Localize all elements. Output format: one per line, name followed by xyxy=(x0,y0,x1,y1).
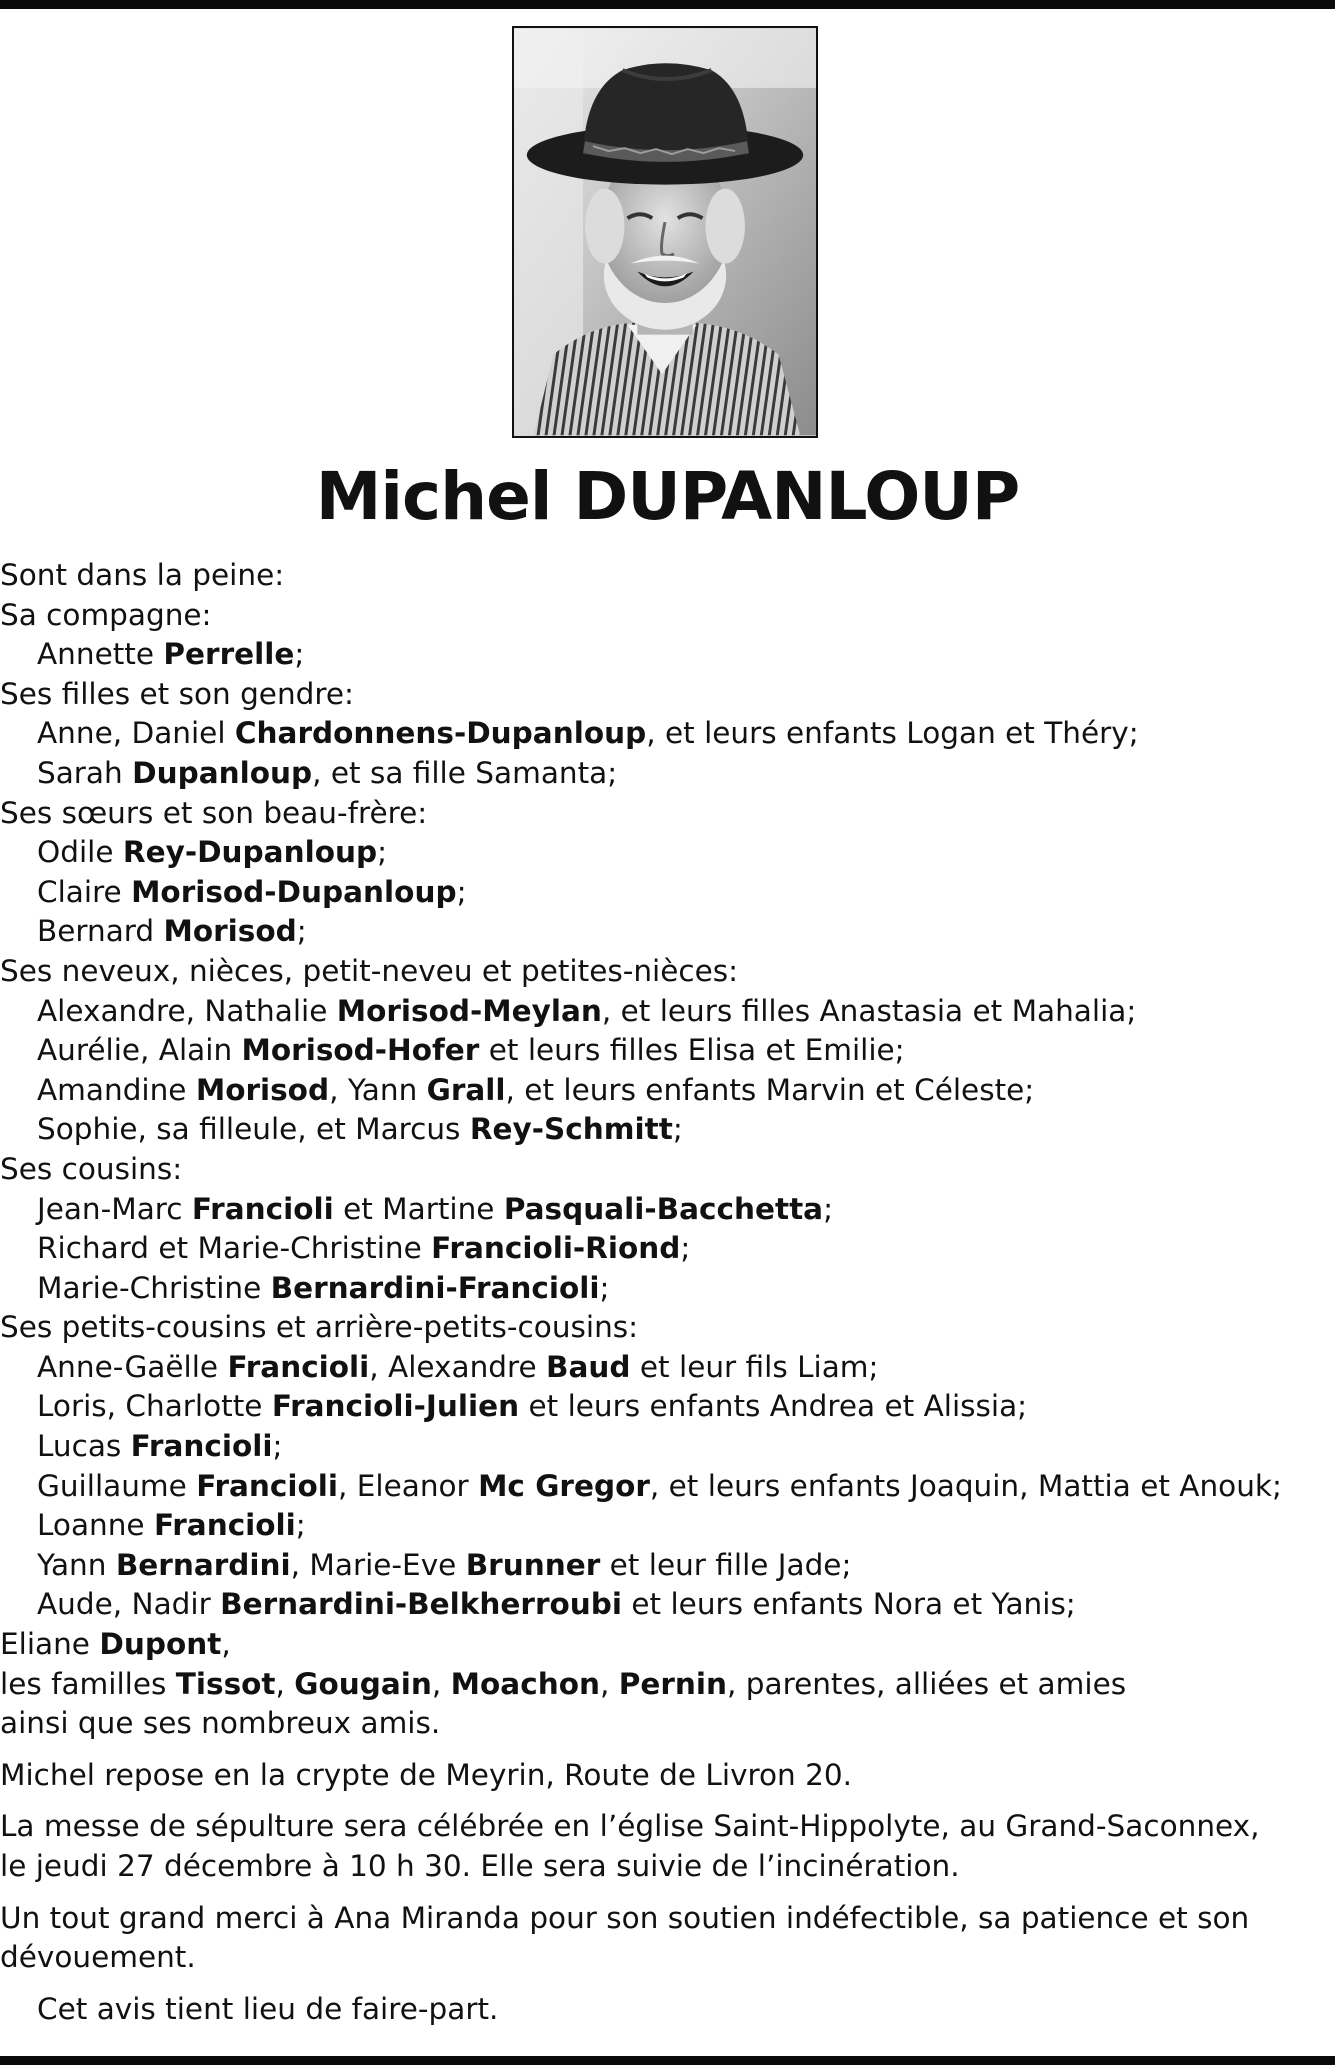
mourner-text: Ses cousins: xyxy=(0,1151,183,1186)
mourner-text: Loanne xyxy=(37,1508,154,1543)
mourner-text: ; xyxy=(599,1270,610,1305)
mourner-text: ; xyxy=(272,1429,283,1464)
family-name: Morisod-Dupanloup xyxy=(131,874,457,909)
paragraph-line: Michel repose en la crypte de Meyrin, Route de Livron 20. xyxy=(0,1757,853,1792)
family-name: Dupanloup xyxy=(132,755,313,790)
mourner-line xyxy=(0,1387,1335,1427)
mourner-text: Anne, Daniel xyxy=(37,716,235,751)
mourner-heading xyxy=(0,952,1335,992)
mourner-text: Ses petits-cousins et arrière-petits-cousins: xyxy=(0,1310,639,1345)
family-name: Rey-Schmitt xyxy=(469,1112,673,1147)
family-name: Dupont xyxy=(99,1627,222,1662)
mourner-line xyxy=(0,1506,1335,1546)
mourner-heading xyxy=(0,1625,1335,1665)
family-name: Moachon xyxy=(450,1666,600,1701)
mourner-text: , et leurs enfants Logan et Théry; xyxy=(646,716,1139,751)
mourner-text: ; xyxy=(680,1231,691,1266)
family-name: Morisod-Meylan xyxy=(336,993,602,1028)
mourner-text: , Marie-Eve xyxy=(290,1547,466,1582)
mourner-line xyxy=(0,635,1335,675)
mourner-text: Bernard xyxy=(37,914,164,949)
mourner-text: , et leurs enfants Marvin et Céleste; xyxy=(505,1072,1035,1107)
family-name: Francioli xyxy=(130,1429,273,1464)
mourner-heading xyxy=(0,1704,1335,1744)
mourner-text: Ses filles et son gendre: xyxy=(0,676,354,711)
mourner-text: ainsi que ses nombreux amis. xyxy=(0,1706,441,1741)
mourner-text: Amandine xyxy=(37,1072,196,1107)
notice-body xyxy=(0,556,1335,2029)
mourner-text: et leurs enfants Andrea et Alissia; xyxy=(519,1389,1028,1424)
mourner-text: Aurélie, Alain xyxy=(37,1033,242,1068)
mourner-heading xyxy=(0,794,1335,834)
mourner-text: les familles xyxy=(0,1666,176,1701)
mourner-heading xyxy=(0,1665,1335,1705)
portrait-image xyxy=(514,28,816,436)
paragraph-line: le jeudi 27 décembre à 10 h 30. Elle sera suivie de l’incinération. xyxy=(0,1849,960,1883)
mourner-line xyxy=(0,1427,1335,1467)
family-name: Mc Gregor xyxy=(478,1468,650,1503)
family-name: Perrelle xyxy=(163,637,295,672)
family-name: Francioli xyxy=(153,1508,296,1543)
mourner-text: Guillaume xyxy=(37,1468,197,1503)
mourner-heading xyxy=(0,1308,1335,1348)
mourner-text: , et sa fille Samanta; xyxy=(312,755,618,790)
mourner-text: , et leurs filles Anastasia et Mahalia; xyxy=(601,993,1137,1028)
mourner-text: Alexandre, Nathalie xyxy=(37,993,337,1028)
mourner-text: Eliane xyxy=(0,1627,100,1662)
family-name: Morisod-Hofer xyxy=(241,1033,480,1068)
mourner-text: ; xyxy=(823,1191,834,1226)
mourner-text: , Yann xyxy=(329,1072,427,1107)
family-name: Rey-Dupanloup xyxy=(122,835,378,870)
mourners-list xyxy=(0,556,1335,1744)
mourner-heading xyxy=(0,1150,1335,1190)
mourner-line xyxy=(0,1585,1335,1625)
paragraph-line: Un tout grand merci à Ana Miranda pour son soutien indéfectible, sa patience et son xyxy=(0,1900,1250,1935)
mourner-line xyxy=(0,1190,1335,1230)
closing-line: Cet avis tient lieu de faire-part. xyxy=(37,1991,499,2026)
mourner-text: Loris, Charlotte xyxy=(37,1389,272,1424)
mourner-line xyxy=(0,1071,1335,1111)
family-name: Baud xyxy=(546,1349,631,1384)
mourner-text: et leur fils Liam; xyxy=(630,1349,879,1384)
mourner-text: ; xyxy=(294,637,305,672)
family-name: Bernardini-Belkherroubi xyxy=(220,1587,623,1622)
mourner-text: Yann xyxy=(37,1547,116,1582)
family-name: Pernin xyxy=(618,1666,728,1701)
mourner-text: Anne-Gaëlle xyxy=(37,1349,228,1384)
family-name: Francioli xyxy=(227,1349,370,1384)
paragraph-line: La messe de sépulture sera célébrée en l’église Saint-Hippolyte, au Grand-Saconnex, xyxy=(0,1809,1260,1844)
mourner-text: Annette xyxy=(37,637,164,672)
mourner-line xyxy=(0,714,1335,754)
mourner-text: , et leurs enfants Joaquin, Mattia et Anouk; xyxy=(649,1468,1282,1503)
mourner-text: , parentes, alliées et amies xyxy=(727,1666,1127,1701)
mourner-line xyxy=(0,1348,1335,1388)
mourner-text: Marie-Christine xyxy=(37,1270,271,1305)
mourner-text: Ses sœurs et son beau-frère: xyxy=(0,795,428,830)
family-name: Grall xyxy=(426,1072,506,1107)
mourner-text: Lucas xyxy=(37,1429,131,1464)
mourner-text: Sarah xyxy=(37,755,133,790)
family-name: Gougain xyxy=(294,1666,432,1701)
mourner-text: et leurs enfants Nora et Yanis; xyxy=(622,1587,1076,1622)
mourner-text: ; xyxy=(377,835,388,870)
mourner-text: et leurs filles Elisa et Emilie; xyxy=(479,1033,905,1068)
family-name: Tissot xyxy=(175,1666,276,1701)
mourner-line xyxy=(0,754,1335,794)
mourner-text: Jean-Marc xyxy=(37,1191,192,1226)
mourner-text: et Martine xyxy=(333,1191,504,1226)
mourner-line xyxy=(0,912,1335,952)
notice-paragraphs xyxy=(0,1744,1335,1978)
portrait-photo xyxy=(512,26,818,438)
top-rule xyxy=(0,0,1335,9)
mourner-text: , Eleanor xyxy=(338,1468,479,1503)
family-name: Bernardini-Francioli xyxy=(270,1270,600,1305)
mourner-line xyxy=(0,1546,1335,1586)
family-name: Bernardini xyxy=(115,1547,291,1582)
mourner-text: Sophie, sa filleule, et Marcus xyxy=(37,1112,470,1147)
mourner-line xyxy=(0,1269,1335,1309)
mourner-line xyxy=(0,873,1335,913)
mourner-text: ; xyxy=(295,1508,306,1543)
mourner-text: Odile xyxy=(37,835,123,870)
family-name: Morisod xyxy=(195,1072,330,1107)
mourner-text: , xyxy=(221,1627,231,1662)
mourner-line xyxy=(0,1031,1335,1071)
family-name: Pasquali-Bacchetta xyxy=(503,1191,824,1226)
family-name: Francioli xyxy=(196,1468,338,1503)
mourner-line xyxy=(0,1229,1335,1269)
mourner-text: Claire xyxy=(37,874,132,909)
mourner-text: Sont dans la peine: xyxy=(0,558,285,592)
mourner-heading xyxy=(0,675,1335,715)
family-name: Francioli xyxy=(191,1191,334,1226)
mourner-text: , xyxy=(599,1666,619,1701)
paragraph-line: dévouement. xyxy=(0,1940,196,1975)
mourner-heading xyxy=(0,556,1335,596)
mourner-text: ; xyxy=(296,914,307,949)
mourner-line xyxy=(0,1110,1335,1150)
mourner-text: Aude, Nadir xyxy=(37,1587,221,1622)
family-name: Brunner xyxy=(465,1547,601,1582)
deceased-name: Michel DUPANLOUP xyxy=(315,458,1020,535)
family-name: Chardonnens-Dupanloup xyxy=(234,716,647,751)
mourner-text: ; xyxy=(456,874,467,909)
bottom-rule xyxy=(0,2056,1335,2065)
mourner-line xyxy=(0,1467,1335,1507)
mourner-text: Ses neveux, nièces, petit-neveu et petites-nièces: xyxy=(0,953,739,988)
mourner-text: , Alexandre xyxy=(369,1349,547,1384)
mourner-line xyxy=(0,833,1335,873)
family-name: Francioli-Julien xyxy=(271,1389,520,1424)
mourner-text: , xyxy=(431,1666,451,1701)
mourner-text: et leur fille Jade; xyxy=(600,1547,852,1582)
mourner-text: , xyxy=(275,1666,295,1701)
mourner-text: Sa compagne: xyxy=(0,597,212,632)
mourner-heading xyxy=(0,596,1335,636)
family-name: Morisod xyxy=(163,914,297,949)
family-name: Francioli-Riond xyxy=(431,1231,681,1266)
mourner-text: ; xyxy=(672,1112,683,1147)
mourner-line xyxy=(0,992,1335,1032)
mourner-text: Richard et Marie-Christine xyxy=(37,1231,432,1266)
